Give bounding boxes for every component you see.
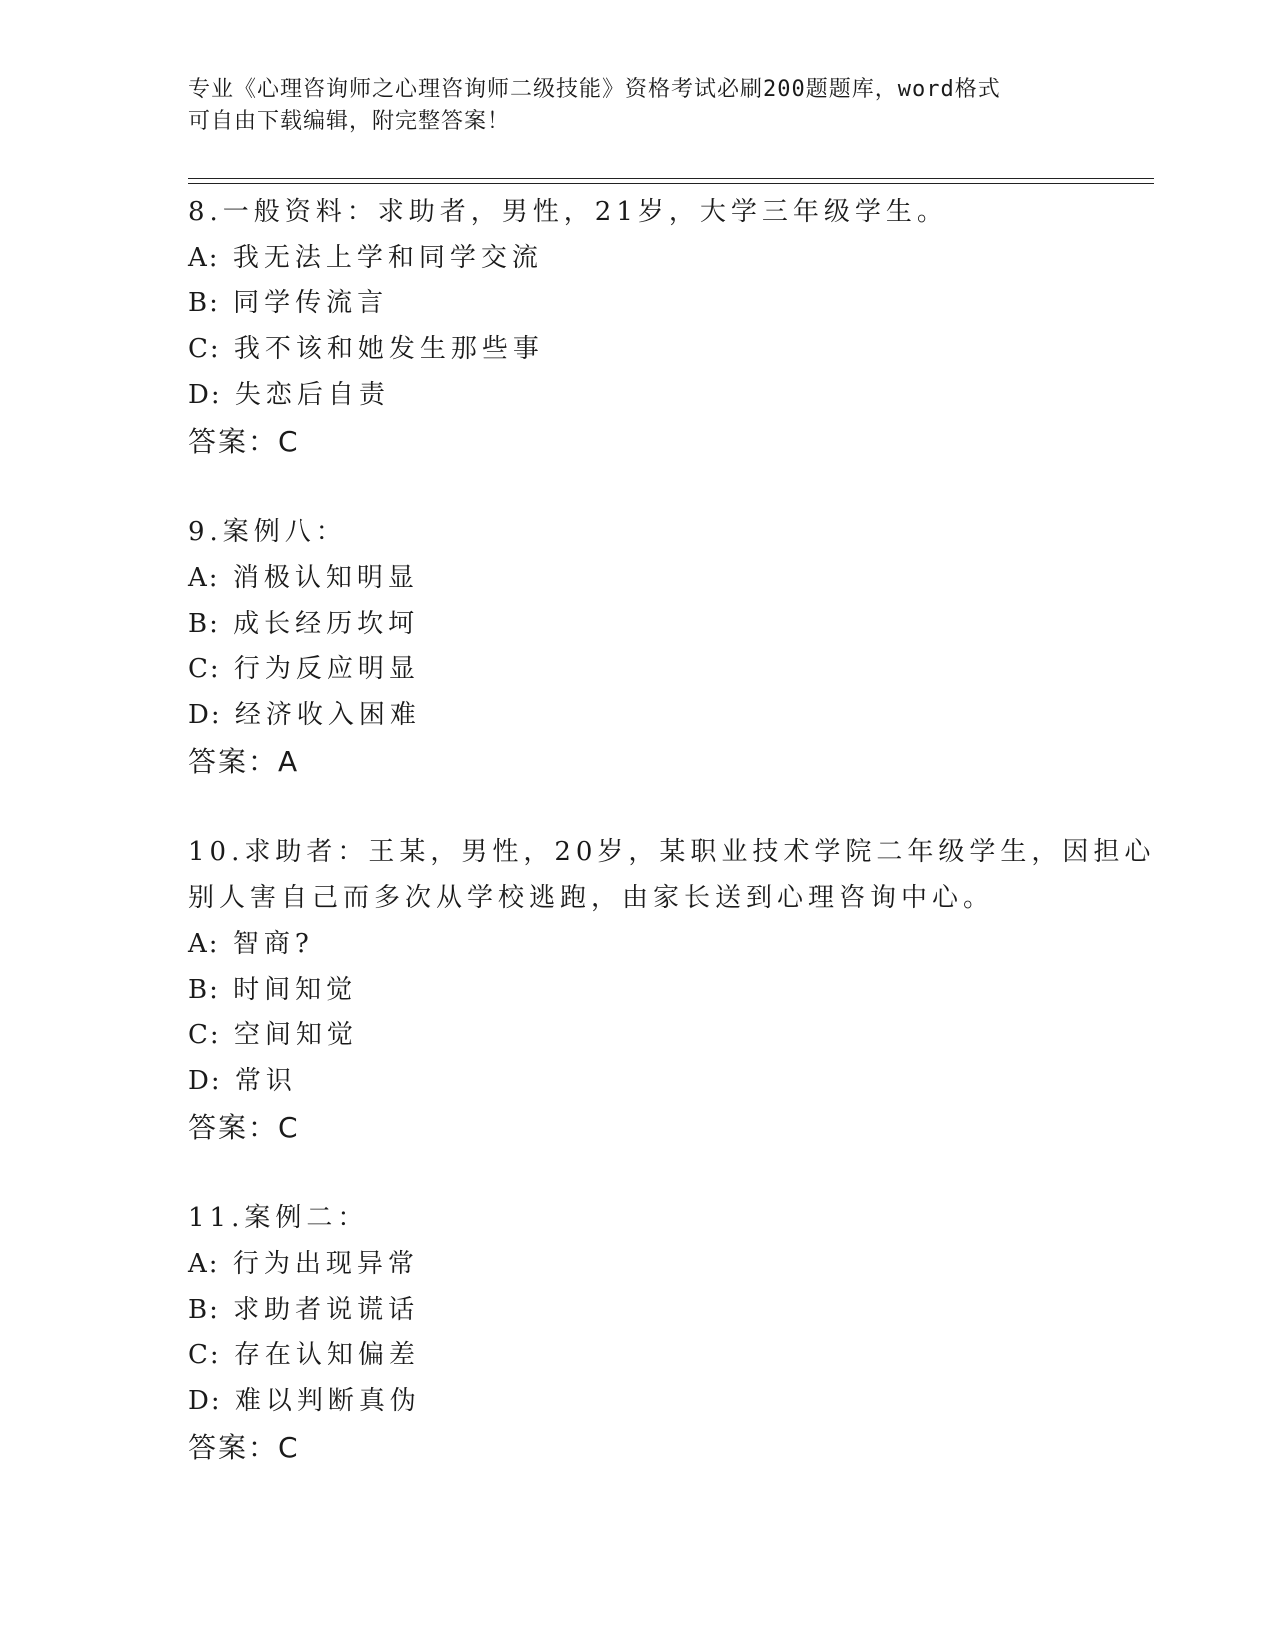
option-key: B:	[188, 608, 220, 639]
option-key: A:	[188, 562, 220, 593]
header-title-line-2: 可自由下载编辑，附完整答案！	[188, 109, 511, 134]
option-key: C:	[188, 1340, 221, 1371]
option-text: 行为反应明显	[233, 654, 420, 685]
question-stem: 11.案例二：	[188, 1203, 369, 1234]
option-row	[188, 281, 1154, 327]
option-key: A:	[188, 242, 220, 273]
option-key: A:	[188, 928, 220, 959]
answer-line: 答案：C	[188, 1110, 300, 1144]
option-text: 智商?	[232, 928, 314, 959]
option-text: 我无法上学和同学交流	[232, 242, 543, 273]
question-spacer	[188, 1151, 1154, 1197]
question-block	[188, 190, 1154, 465]
option-row	[188, 373, 1154, 419]
option-row	[188, 236, 1154, 282]
option-text: 失恋后自责	[234, 379, 390, 410]
option-key: B:	[188, 974, 220, 1005]
option-row	[188, 922, 1154, 968]
option-key: D:	[188, 379, 222, 410]
option-text: 时间知觉	[233, 974, 358, 1005]
option-row	[188, 1333, 1154, 1379]
option-text: 难以判断真伪	[234, 1386, 421, 1417]
option-row	[188, 647, 1154, 693]
option-text: 行为出现异常	[232, 1249, 419, 1280]
option-row	[188, 1379, 1154, 1425]
option-row	[188, 1059, 1154, 1105]
option-text: 消极认知明显	[232, 562, 419, 593]
option-row	[188, 1242, 1154, 1288]
option-row	[188, 556, 1154, 602]
option-text: 存在认知偏差	[233, 1340, 420, 1371]
question-block	[188, 510, 1154, 785]
answer-line: 答案：C	[188, 1430, 300, 1464]
question-stem: 8.一般资料：求助者，男性，21岁，大学三年级学生。	[188, 197, 948, 227]
option-row	[188, 327, 1154, 373]
option-row	[188, 1013, 1154, 1059]
option-row	[188, 602, 1154, 648]
header-divider-bottom	[188, 183, 1154, 184]
question-block	[188, 830, 1154, 1150]
answer-line: 答案：C	[188, 424, 300, 458]
question-list	[188, 190, 1154, 1471]
question-stem: 9.案例八：	[188, 517, 347, 548]
option-text: 经济收入困难	[234, 700, 421, 731]
option-key: C:	[188, 334, 221, 365]
option-text: 我不该和她发生那些事	[233, 334, 544, 365]
option-text: 常识	[234, 1065, 297, 1096]
option-text: 空间知觉	[233, 1020, 358, 1051]
answer-line: 答案：A	[188, 744, 300, 778]
option-key: B:	[188, 288, 220, 319]
option-row	[188, 693, 1154, 739]
option-row	[188, 968, 1154, 1014]
option-text: 同学传流言	[233, 288, 389, 319]
document-header	[188, 74, 1088, 138]
header-title-line-1: 专业《心理咨询师之心理咨询师二级技能》资格考试必刷200题题库，word格式	[188, 77, 1001, 102]
option-key: B:	[188, 1294, 220, 1325]
option-key: C:	[188, 1020, 221, 1051]
option-text: 求助者说谎话	[233, 1294, 420, 1325]
question-spacer	[188, 785, 1154, 831]
option-text: 成长经历坎坷	[233, 608, 420, 639]
question-block	[188, 1196, 1154, 1471]
question-spacer	[188, 465, 1154, 511]
option-key: A:	[188, 1249, 220, 1280]
header-divider-top	[188, 178, 1154, 179]
option-row	[188, 1288, 1154, 1334]
option-key: D:	[188, 1386, 222, 1417]
option-key: D:	[188, 700, 222, 731]
question-stem: 10.求助者：王某，男性，20岁，某职业技术学院二年级学生，因担心	[188, 837, 1156, 868]
question-stem: 别人害自己而多次从学校逃跑，由家长送到心理咨询中心。	[188, 883, 995, 914]
option-key: C:	[188, 654, 221, 685]
option-key: D:	[188, 1065, 222, 1096]
